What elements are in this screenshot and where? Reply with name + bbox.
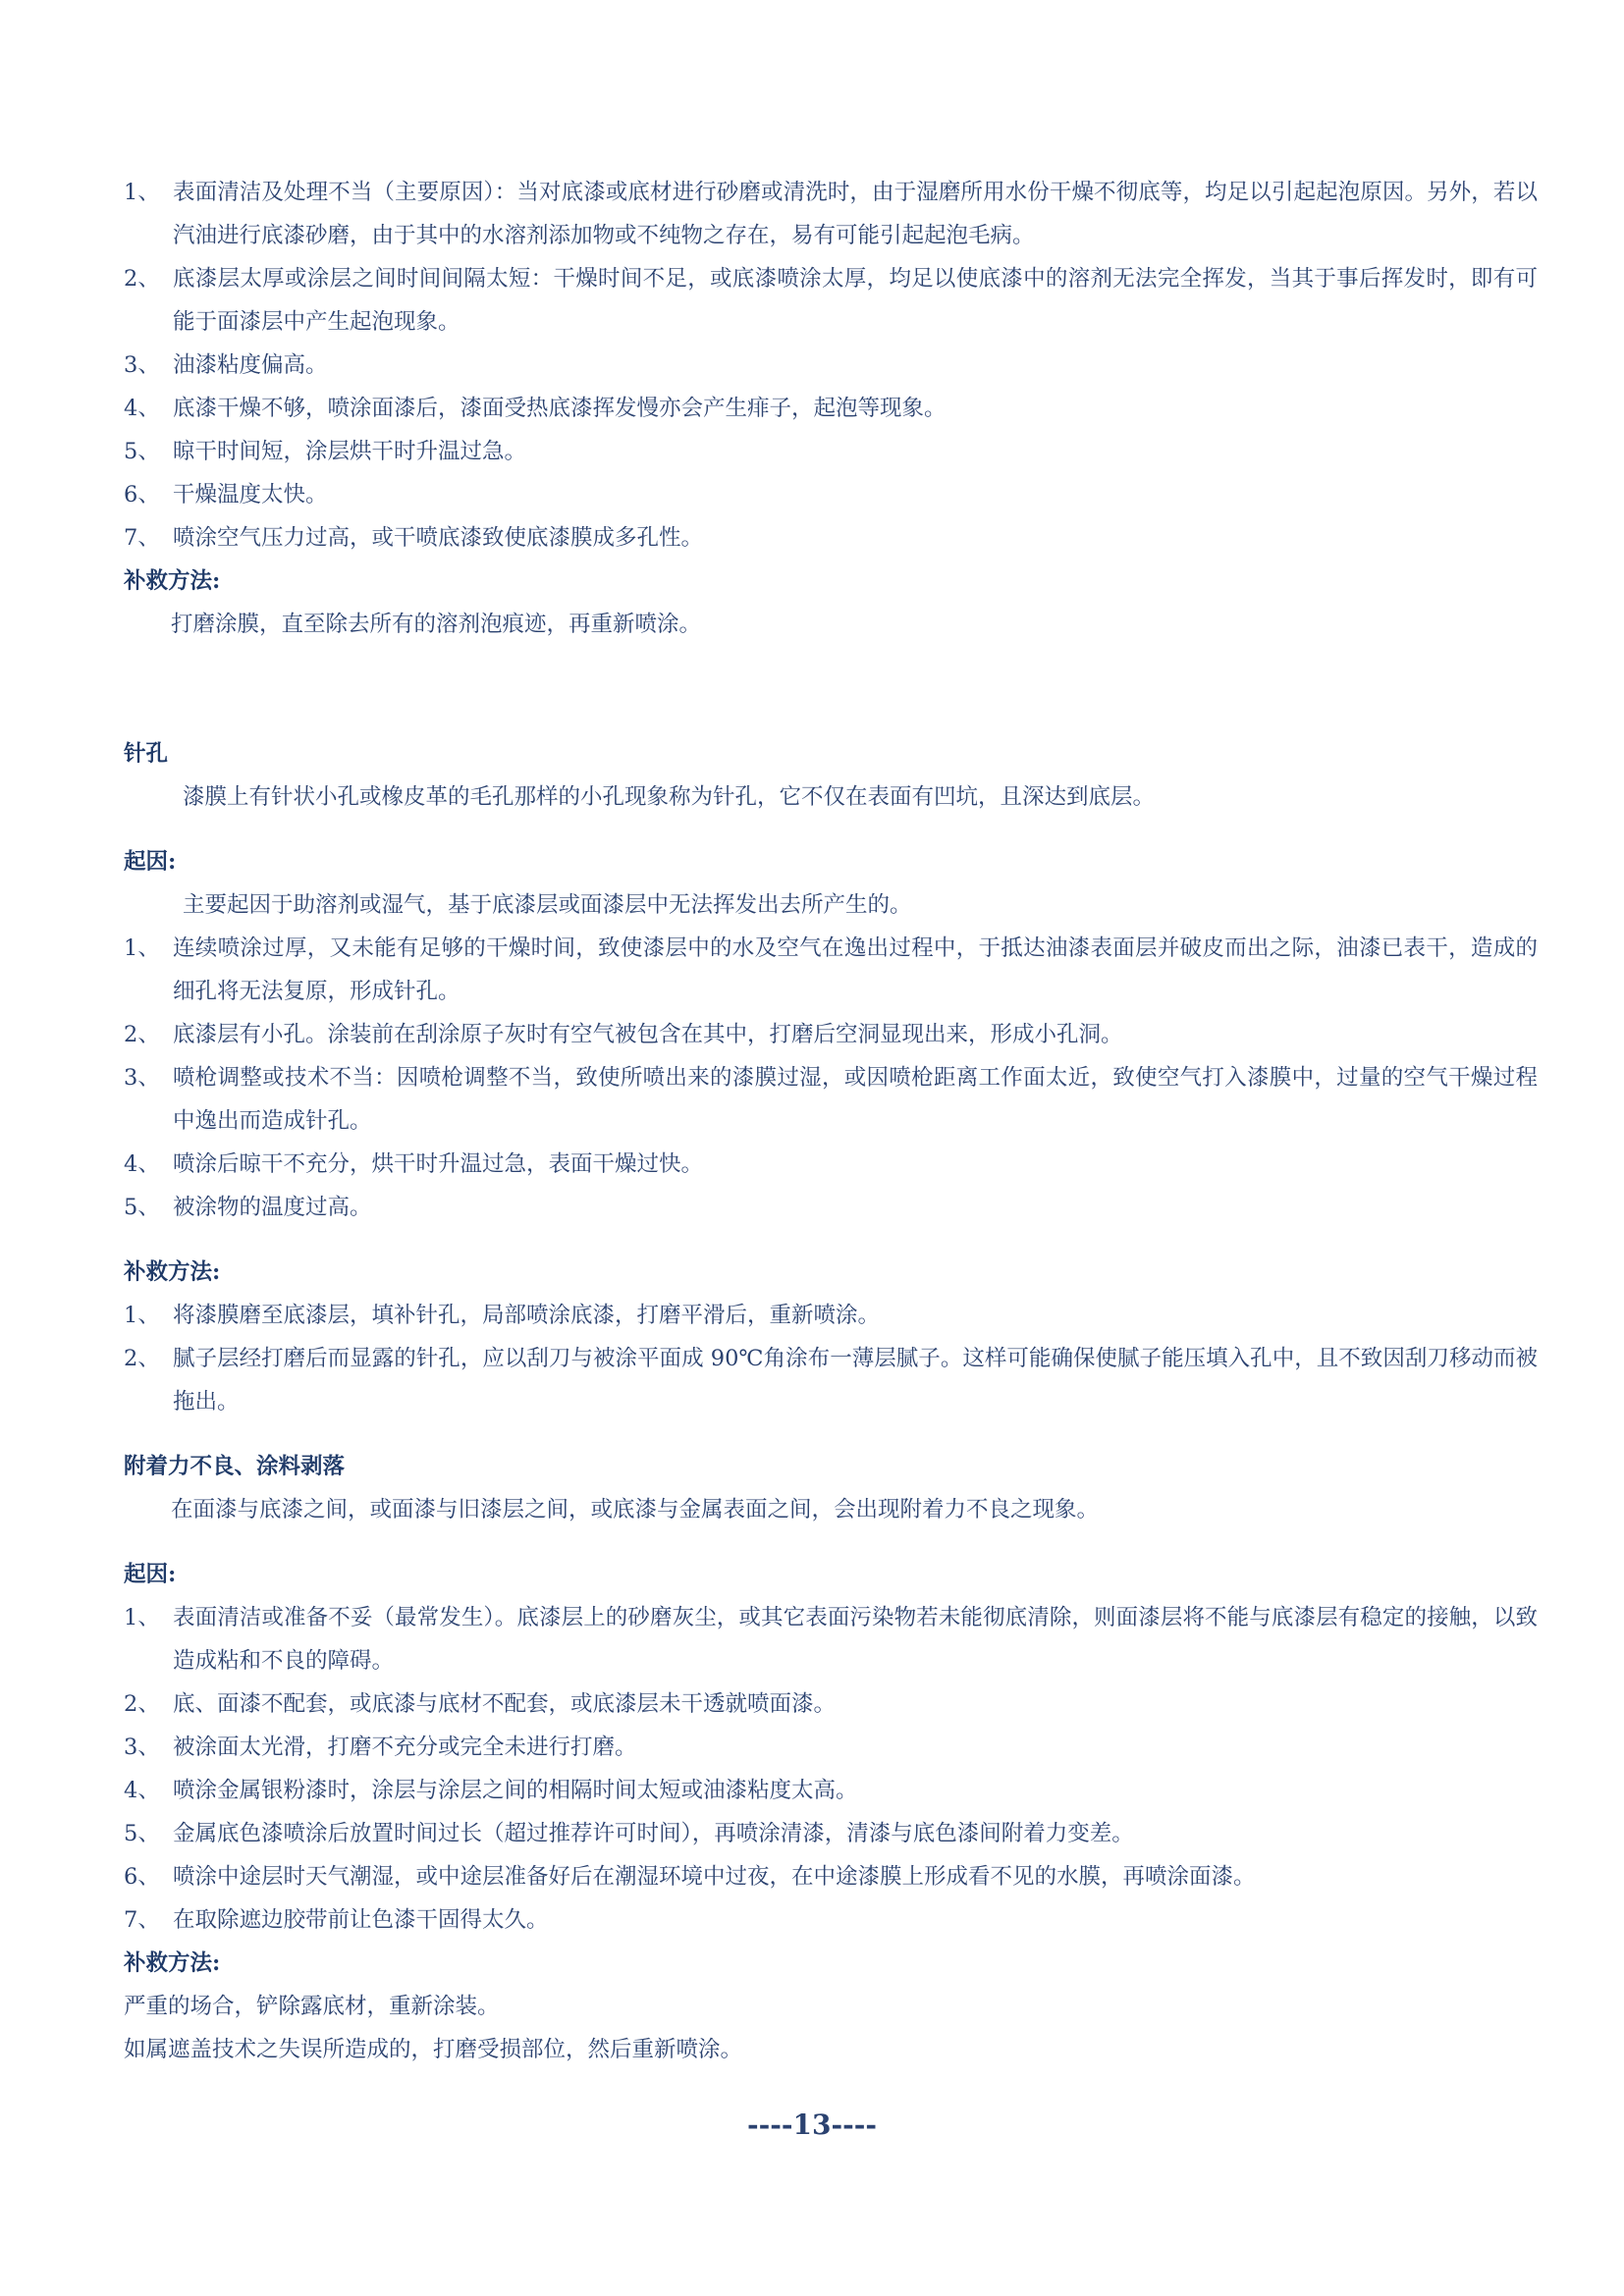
list-item (124, 516, 1538, 560)
item-number: 3、 (124, 1065, 160, 1091)
item-number: 7、 (124, 525, 160, 551)
list-item (124, 1143, 1538, 1186)
item-number: 5、 (124, 439, 160, 464)
section-spacer (124, 1423, 1538, 1445)
list-item (124, 1855, 1538, 1898)
item-number: 4、 (124, 1151, 160, 1177)
item-number: 5、 (124, 1821, 160, 1846)
item-text: 底漆层有小孔。涂装前在刮涂原子灰时有空气被包含在其中，打磨后空洞显现出来，形成小孔洞。 (173, 1022, 1123, 1047)
item-text: 油漆粘度偏高。 (173, 352, 328, 378)
item-number: 2、 (124, 266, 160, 292)
list-item (124, 430, 1538, 473)
item-number: 2、 (124, 1022, 160, 1047)
pinhole-cause-intro: 主要起因于助溶剂或湿气，基于底漆层或面漆层中无法挥发出去所产生的。 (183, 892, 912, 918)
item-text: 底、面漆不配套，或底漆与底材不配套，或底漆层未干透就喷面漆。 (173, 1691, 837, 1717)
item-text: 被涂物的温度过高。 (173, 1195, 372, 1220)
list-item (124, 473, 1538, 516)
list-item (124, 1898, 1538, 1942)
item-number: 6、 (124, 1864, 160, 1890)
item-number: 6、 (124, 482, 160, 507)
item-text: 喷涂后晾干不充分，烘干时升温过急，表面干燥过快。 (173, 1151, 704, 1177)
blister-remedy-heading: 补救方法: (124, 568, 221, 594)
item-text: 喷涂空气压力过高，或干喷底漆致使底漆膜成多孔性。 (173, 525, 704, 551)
pinhole-remedies-list (124, 1294, 1538, 1423)
list-item (124, 1056, 1538, 1143)
item-number: 2、 (124, 1691, 160, 1717)
item-text: 金属底色漆喷涂后放置时间过长（超过推荐许可时间），再喷涂清漆，清漆与底色漆间附着力变差。 (173, 1821, 1134, 1846)
pinhole-causes-list (124, 927, 1538, 1229)
list-item (124, 1013, 1538, 1056)
item-number: 4、 (124, 1778, 160, 1803)
item-text: 底漆层太厚或涂层之间时间间隔太短：干燥时间不足，或底漆喷涂太厚，均足以使底漆中的溶剂无法完全挥发，当其于事后挥发时，即有可能于面漆层中产生起泡现象。 (173, 266, 1538, 335)
item-number: 5、 (124, 1195, 160, 1220)
item-number: 1、 (124, 935, 160, 961)
adhesion-remedy-heading: 补救方法: (124, 1950, 221, 1976)
item-text: 干燥温度太快。 (173, 482, 328, 507)
pinhole-title: 针孔 (124, 741, 169, 767)
section-spacer (124, 646, 1538, 732)
pinhole-cause-heading: 起因: (124, 849, 177, 875)
section-spacer (124, 1229, 1538, 1251)
list-item (124, 1682, 1538, 1726)
item-text: 表面清洁及处理不当（主要原因）：当对底漆或底材进行砂磨或清洗时，由于湿磨所用水份干燥不彻底等，均足以引起起泡原因。另外，若以汽油进行底漆砂磨，由于其中的水溶剂添加物或不纯物之存在，易有可能引起起泡毛病。 (173, 180, 1538, 248)
list-item (124, 1769, 1538, 1812)
item-number: 1、 (124, 180, 160, 205)
section-spacer (124, 1531, 1538, 1553)
item-text: 被涂面太光滑，打磨不充分或完全未进行打磨。 (173, 1735, 637, 1760)
adhesion-remedy-line: 严重的场合，铲除露底材，重新涂装。 (124, 1994, 500, 2019)
item-number: 1、 (124, 1303, 160, 1328)
item-text: 晾干时间短，涂层烘干时升温过急。 (173, 439, 527, 464)
list-item (124, 1726, 1538, 1769)
item-text: 喷涂金属银粉漆时，涂层与涂层之间的相隔时间太短或油漆粘度太高。 (173, 1778, 858, 1803)
adhesion-remedy-line: 如属遮盖技术之失误所造成的，打磨受损部位，然后重新喷涂。 (124, 2037, 743, 2062)
item-text: 表面清洁或准备不妥（最常发生）。底漆层上的砂磨灰尘，或其它表面污染物若未能彻底清除，则面漆层将不能与底漆层有稳定的接触，以致造成粘和不良的障碍。 (173, 1605, 1538, 1674)
list-item (124, 171, 1538, 257)
section-spacer (124, 819, 1538, 840)
page-content (124, 171, 1538, 2071)
list-item (124, 387, 1538, 430)
list-item (124, 1812, 1538, 1855)
pinhole-description: 漆膜上有针状小孔或橡皮革的毛孔那样的小孔现象称为针孔，它不仅在表面有凹坑，且深达到底层。 (183, 784, 1156, 810)
item-text: 在取除遮边胶带前让色漆干固得太久。 (173, 1907, 549, 1933)
adhesion-causes-list (124, 1596, 1538, 1942)
item-text: 连续喷涂过厚，又未能有足够的干燥时间，致使漆层中的水及空气在逸出过程中，于抵达油漆表面层并破皮而出之际，油漆已表干，造成的细孔将无法复原，形成针孔。 (173, 935, 1538, 1004)
list-item (124, 1186, 1538, 1229)
list-item (124, 927, 1538, 1013)
list-item (124, 1337, 1538, 1423)
list-item (124, 1596, 1538, 1682)
item-number: 4、 (124, 396, 160, 421)
item-text: 喷涂中途层时天气潮湿，或中途层准备好后在潮湿环境中过夜，在中途漆膜上形成看不见的水膜，再喷涂面漆。 (173, 1864, 1256, 1890)
item-number: 1、 (124, 1605, 160, 1630)
item-number: 2、 (124, 1346, 160, 1371)
adhesion-description: 在面漆与底漆之间，或面漆与旧漆层之间，或底漆与金属表面之间，会出现附着力不良之现象。 (171, 1497, 1100, 1522)
list-item (124, 344, 1538, 387)
blister-causes-list (124, 171, 1538, 560)
adhesion-cause-heading: 起因: (124, 1562, 177, 1587)
item-number: 3、 (124, 1735, 160, 1760)
adhesion-title: 附着力不良、涂料剥落 (124, 1454, 346, 1479)
blister-remedy-text: 打磨涂膜，直至除去所有的溶剂泡痕迹，再重新喷涂。 (171, 612, 702, 637)
item-number: 3、 (124, 352, 160, 378)
item-text: 腻子层经打磨后而显露的针孔，应以刮刀与被涂平面成 90℃角涂布一薄层腻子。这样可能确保使腻子能压填入孔中，且不致因刮刀移动而被拖出。 (173, 1346, 1538, 1415)
list-item (124, 1294, 1538, 1337)
item-text: 底漆干燥不够，喷涂面漆后，漆面受热底漆挥发慢亦会产生痱子，起泡等现象。 (173, 396, 947, 421)
list-item (124, 257, 1538, 344)
item-text: 喷枪调整或技术不当：因喷枪调整不当，致使所喷出来的漆膜过湿，或因喷枪距离工作面太近，致使空气打入漆膜中，过量的空气干燥过程中逸出而造成针孔。 (173, 1065, 1538, 1134)
pinhole-remedy-heading: 补救方法: (124, 1259, 221, 1285)
item-number: 7、 (124, 1907, 160, 1933)
item-text: 将漆膜磨至底漆层，填补针孔，局部喷涂底漆，打磨平滑后，重新喷涂。 (173, 1303, 881, 1328)
page-number: ----13---- (747, 2109, 877, 2141)
